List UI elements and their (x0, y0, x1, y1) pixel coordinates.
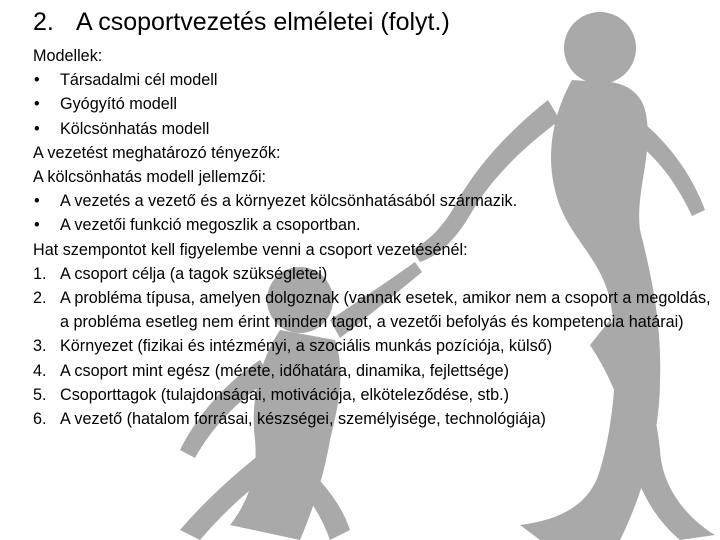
numbered-item (33, 407, 713, 431)
bullet-item (33, 189, 713, 213)
bullet-item (33, 68, 713, 92)
numbered-item (33, 383, 713, 407)
item-number: 6. (33, 409, 47, 428)
interaction-heading: A kölcsönhatás modell jellemzői: (33, 167, 267, 186)
aspects-heading: Hat szempontot kell figyelembe venni a csoport vezetésénél: (33, 240, 468, 259)
slide-title (33, 6, 450, 38)
bullet-text: Társadalmi cél modell (60, 71, 218, 90)
item-number: 4. (33, 361, 47, 380)
item-text: Csoporttagok (tulajdonságai, motivációja, elköteleződése, stb.) (60, 385, 509, 404)
numbered-item (33, 334, 713, 358)
bullet-item (33, 92, 713, 116)
numbered-item (33, 286, 713, 334)
item-number: 5. (33, 385, 47, 404)
bullet-text: A vezetői funkció megoszlik a csoportban. (60, 216, 361, 235)
item-text: A probléma típusa, amelyen dolgoznak (vannak esetek, amikor nem a csoport a megoldás, a probléma esetleg nem érint minden tagot, a vezetői befolyás és kompetencia határai) (60, 288, 711, 332)
bullet-mark: • (34, 95, 40, 114)
item-text: A csoport célja (a tagok szükségletei) (60, 264, 328, 283)
bullet-item (33, 213, 713, 237)
item-number: 3. (33, 337, 47, 356)
item-number: 2. (33, 288, 47, 307)
bullet-text: Kölcsönhatás modell (60, 119, 210, 138)
title-text: A csoportvezetés elméletei (folyt.) (76, 8, 450, 36)
item-text: A vezető (hatalom forrásai, készségei, személyisége, technológiája) (60, 409, 546, 428)
factors-heading: A vezetést meghatározó tényezők: (33, 143, 281, 162)
bullet-mark: • (34, 119, 40, 138)
item-number: 1. (33, 264, 47, 283)
numbered-item (33, 262, 713, 286)
bullet-mark: • (34, 71, 40, 90)
bullet-mark: • (34, 216, 40, 235)
title-number: 2. (33, 8, 54, 36)
bullet-mark: • (34, 192, 40, 211)
bullet-text: A vezetés a vezető és a környezet kölcsönhatásából származik. (60, 192, 518, 211)
models-heading: Modellek: (33, 47, 103, 65)
bullet-item (33, 117, 713, 141)
item-text: Környezet (fizikai és intézményi, a szociális munkás pozíciója, külső) (60, 337, 553, 356)
numbered-item (33, 359, 713, 383)
bullet-text: Gyógyító modell (60, 95, 177, 114)
slide-body (33, 44, 713, 431)
item-text: A csoport mint egész (mérete, időhatára, dinamika, fejlettsége) (60, 361, 509, 380)
